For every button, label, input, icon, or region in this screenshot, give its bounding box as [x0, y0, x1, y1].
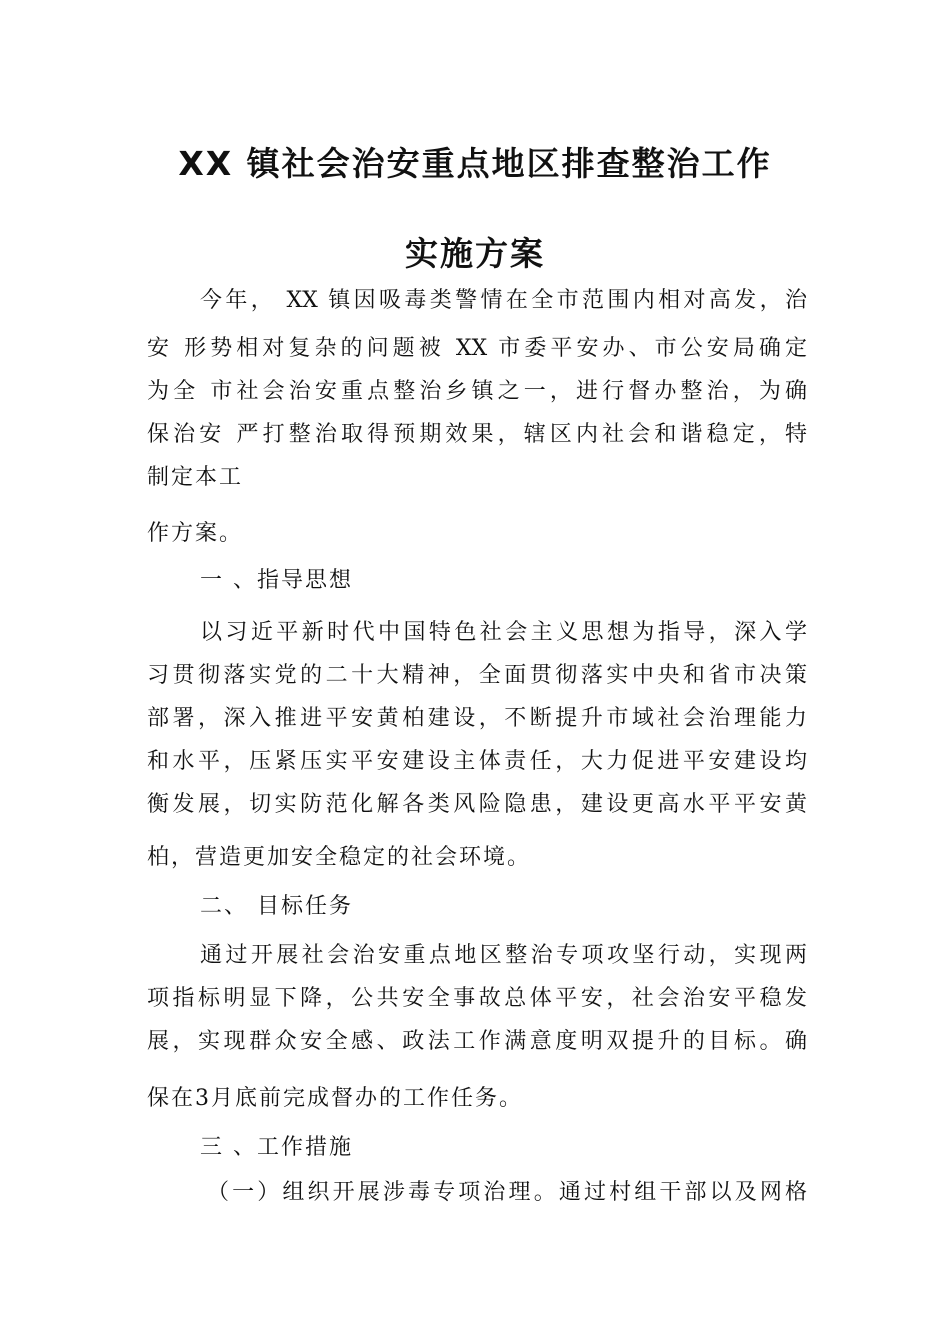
section-2-line-4: 保在3月底前完成督办的工作任务。 — [147, 1086, 523, 1111]
section-1-line-3: 部署，深入推进平安黄柏建设，不断提升市域社会治理能力 — [147, 706, 807, 731]
section-heading-1: 一 、指导思想 — [200, 568, 353, 593]
section-1-line-2: 习贯彻落实党的二十大精神，全面贯彻落实中央和省市决策 — [147, 663, 807, 688]
section-heading-3: 三 、工作措施 — [200, 1135, 353, 1160]
section-1-line-1: 以习近平新时代中国特色社会主义思想为指导，深入学 — [200, 620, 807, 645]
section-2-line-2: 项指标明显下降，公共安全事故总体平安，社会治安平稳发 — [147, 986, 807, 1011]
section-2-line-1: 通过开展社会治安重点地区整治专项攻坚行动，实现两 — [200, 943, 807, 968]
intro-line-4: 保治安 严打整治取得预期效果，辖区内社会和谐稳定，特 — [147, 422, 807, 447]
section-3-line-1: （一）组织开展涉毒专项治理。通过村组干部以及网格 — [207, 1180, 807, 1205]
document-title-line-1: XX 镇社会治安重点地区排查整治工作 — [178, 144, 772, 183]
intro-line-3: 为全 市社会治安重点整治乡镇之一，进行督办整治，为确 — [147, 379, 807, 404]
intro-line-5: 制定本工 — [147, 465, 244, 490]
intro-line-1: 今年， XX 镇因吸毒类警情在全市范围内相对高发，治 — [200, 288, 807, 313]
section-1-line-4: 和水平，压紧压实平安建设主体责任，大力促进平安建设均 — [147, 749, 807, 774]
section-heading-2: 二、 目标任务 — [200, 894, 353, 919]
section-2-line-3: 展，实现群众安全感、政法工作满意度明双提升的目标。确 — [147, 1029, 807, 1054]
intro-line-2: 安 形势相对复杂的问题被 XX 市委平安办、市公安局确定 — [147, 336, 807, 361]
section-1-line-6: 柏，营造更加安全稳定的社会环境。 — [147, 845, 532, 870]
intro-line-6: 作方案。 — [147, 521, 244, 546]
document-title-line-2: 实施方案 — [405, 234, 545, 273]
section-1-line-5: 衡发展，切实防范化解各类风险隐患，建设更高水平平安黄 — [147, 792, 807, 817]
